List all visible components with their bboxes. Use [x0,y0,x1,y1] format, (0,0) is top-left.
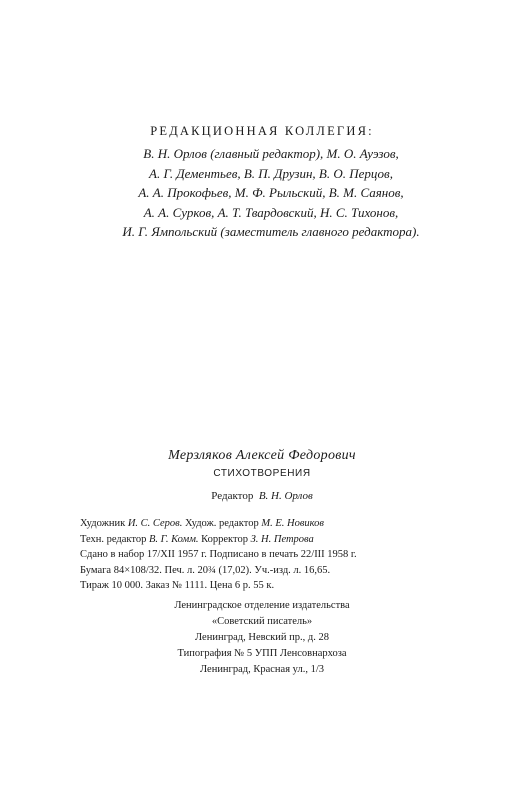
proofreader-label: Корректор [201,533,248,545]
technical-credits [80,516,484,594]
publisher-block [0,598,524,646]
editorial-board-line: В. Н. Орлов (главный редактор), М. О. Ауэзов, [143,146,399,161]
artists-row [80,516,484,532]
printer-block [0,646,524,678]
book-title: СТИХОТВОРЕНИЯ [213,468,311,479]
production-line: Тираж 10 000. Заказ № 1111. Цена 6 р. 55 к. [80,580,275,591]
editorial-board-heading: РЕДАКЦИОННАЯ КОЛЛЕГИЯ: [150,124,374,138]
book-author: Мерзляков Алексей Федорович [168,448,356,463]
artist-name: И. С. Серов. [127,518,183,529]
art-editor-label: Худож. редактор [184,518,259,529]
tech-editor-row [80,532,484,548]
proofreader-name: З. Н. Петрова [250,533,314,545]
editorial-board-line: И. Г. Ямпольский (заместитель главного редактора). [122,224,420,239]
publisher-line: «Советский писатель» [211,616,313,627]
publisher-line: Ленинградское отделение издательства [174,600,350,611]
tech-editor-label: Техн. редактор [80,533,147,545]
editorial-board-line: А. А. Прокофьев, М. Ф. Рыльский, В. М. Саянов, [138,185,404,200]
editor-label: Редактор [211,490,254,502]
editorial-board-line: А. А. Сурков, А. Т. Твардовский, Н. С. Тихонов, [143,204,399,220]
production-line: Бумага 84×108/32. Печ. л. 20¾ (17,02). Уч.-изд. л. 16,65. [80,564,331,576]
editor-name: В. Н. Орлов [258,490,313,502]
artist-label: Художник [80,518,126,529]
editorial-board-line: А. Г. Дементьев, В. П. Друзин, В. О. Перцов, [149,165,393,181]
tech-editor-name: В. Г. Комм. [148,533,199,545]
printer-line: Типография № 5 УПП Ленсовнархоза [177,648,347,659]
art-editor-name: М. Е. Новиков [261,518,324,529]
production-line: Сдано в набор 17/XII 1957 г. Подписано в печать 22/III 1958 г. [80,549,357,560]
editorial-board-list [78,144,464,242]
book-editor [0,490,524,502]
publisher-line: Ленинград, Невский пр., д. 28 [195,632,329,643]
printer-line: Ленинград, Красная ул., 1/3 [199,664,324,675]
